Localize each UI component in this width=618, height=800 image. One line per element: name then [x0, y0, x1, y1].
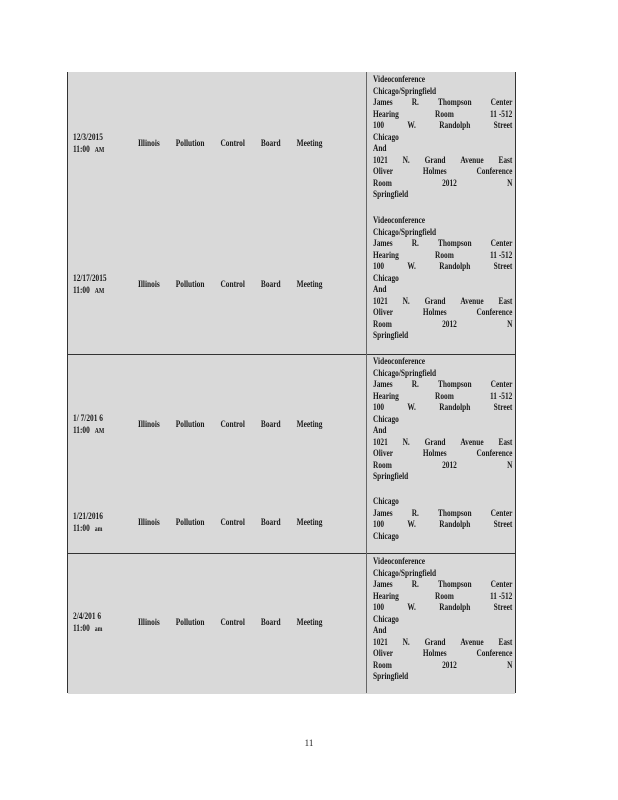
table-row [68, 213, 515, 354]
table-row [68, 494, 515, 553]
meeting-date: 1/ 7/201 6 11:00 AM [73, 413, 105, 435]
location-line: And [373, 284, 387, 294]
location-line: Hearing Room 11 -512 [373, 108, 513, 119]
location-line: And [373, 625, 387, 635]
location-line: James R. Thompson Center [373, 238, 513, 248]
location-line: Springfield [373, 189, 409, 199]
location-line: 100 W. Randolph Street [373, 261, 513, 271]
meeting-title: Illinois Pollution Control Board Meeting [138, 279, 323, 289]
location-line: Oliver Holmes Conference [373, 448, 513, 458]
location-line: 100 W. Randolph Street [373, 402, 513, 412]
meeting-date: 12/3/2015 11:00 AM [73, 132, 105, 154]
location-line: Oliver Holmes Conference [373, 307, 513, 317]
location-line: Room 2012 N [373, 318, 513, 329]
column-divider [366, 72, 367, 693]
location-line: James R. Thompson Center [373, 97, 513, 107]
location-line: Videoconference [373, 215, 426, 225]
page-number: 11 [304, 738, 314, 748]
meeting-title: Illinois Pollution Control Board Meeting [138, 517, 323, 527]
location-line: Chicago [373, 530, 399, 541]
location-line: Hearing Room 11 -512 [373, 249, 513, 260]
location-line: Oliver Holmes Conference [373, 648, 513, 658]
location-line: Room 2012 N [373, 659, 513, 670]
location-line: Room 2012 N [373, 177, 513, 188]
location-line: Chicago/Springfield [373, 85, 437, 96]
location-line: Springfield [373, 671, 409, 681]
meeting-schedule-table [67, 72, 516, 693]
location-line: Room 2012 N [373, 459, 513, 470]
location-line: Chicago [373, 413, 399, 424]
meeting-date: 12/17/2015 11:00 AM [73, 273, 107, 295]
location-line: Chicago/Springfield [373, 367, 437, 378]
table-row [68, 72, 515, 213]
location-line: Chicago [373, 272, 399, 283]
location-line: 100 W. Randolph Street [373, 602, 513, 612]
meeting-location [373, 215, 512, 342]
location-line: Oliver Holmes Conference [373, 166, 513, 176]
location-line: 1021 N. Grand Avenue East [373, 154, 513, 165]
meeting-location [373, 356, 512, 483]
location-line: 100 W. Randolph Street [373, 120, 513, 130]
location-line: Springfield [373, 471, 409, 481]
location-line: Chicago/Springfield [373, 567, 437, 578]
meeting-location [373, 74, 512, 201]
table-row [68, 553, 515, 694]
meeting-location [373, 496, 512, 542]
location-line: James R. Thompson Center [373, 379, 513, 389]
location-line: And [373, 425, 387, 435]
meeting-location [373, 556, 512, 683]
location-line: James R. Thompson Center [373, 579, 513, 589]
location-line: 1021 N. Grand Avenue East [373, 295, 513, 306]
location-line: Chicago/Springfield [373, 226, 437, 237]
location-line: James R. Thompson Center [373, 507, 513, 518]
location-line: 100 W. Randolph Street [373, 519, 513, 529]
meeting-title: Illinois Pollution Control Board Meeting [138, 617, 323, 627]
meeting-title: Illinois Pollution Control Board Meeting [138, 419, 323, 429]
meeting-title: Illinois Pollution Control Board Meeting [138, 138, 323, 148]
location-line: Hearing Room 11 -512 [373, 390, 513, 401]
location-line: Chicago [373, 131, 399, 142]
location-line: 1021 N. Grand Avenue East [373, 436, 513, 447]
meeting-date: 2/4/201 6 11:00 am [73, 611, 103, 633]
table-row [68, 354, 515, 495]
location-line: Videoconference [373, 74, 426, 84]
location-line: Videoconference [373, 556, 426, 566]
location-line: Springfield [373, 330, 409, 340]
location-line: Videoconference [373, 356, 426, 366]
location-line: Chicago [373, 496, 399, 506]
location-line: Hearing Room 11 -512 [373, 590, 513, 601]
location-line: 1021 N. Grand Avenue East [373, 636, 513, 647]
meeting-date: 1/21/2016 11:00 am [73, 511, 103, 533]
location-line: And [373, 143, 387, 153]
location-line: Chicago [373, 613, 399, 624]
